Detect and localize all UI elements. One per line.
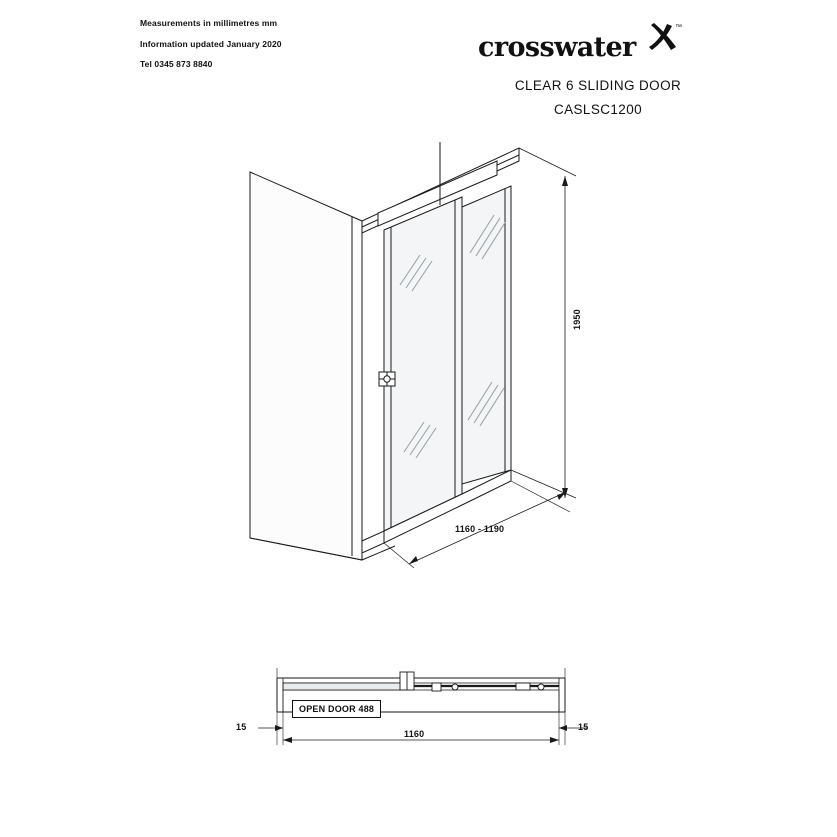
plan-right-margin-label: 15 xyxy=(578,722,589,732)
plan-left-margin-label: 15 xyxy=(236,722,247,732)
product-code: CASLSC1200 xyxy=(553,102,643,117)
note-telephone: Tel 0345 873 8840 xyxy=(140,59,213,70)
open-door-label: OPEN DOOR 488 xyxy=(292,700,381,718)
plan-overall-label: 1160 xyxy=(404,729,425,739)
brand-wordmark: crosswater xyxy=(478,32,636,63)
dimension-height-label: 1950 xyxy=(572,309,582,330)
product-title: CLEAR 6 SLIDING DOOR xyxy=(514,78,682,93)
note-units: Measurements in millimetres mm xyxy=(140,18,278,28)
note-updated: Information updated January 2020 xyxy=(140,38,282,49)
dimension-width-label: 1160 - 1190 xyxy=(455,524,505,534)
brand-trademark: ™ xyxy=(675,24,682,31)
